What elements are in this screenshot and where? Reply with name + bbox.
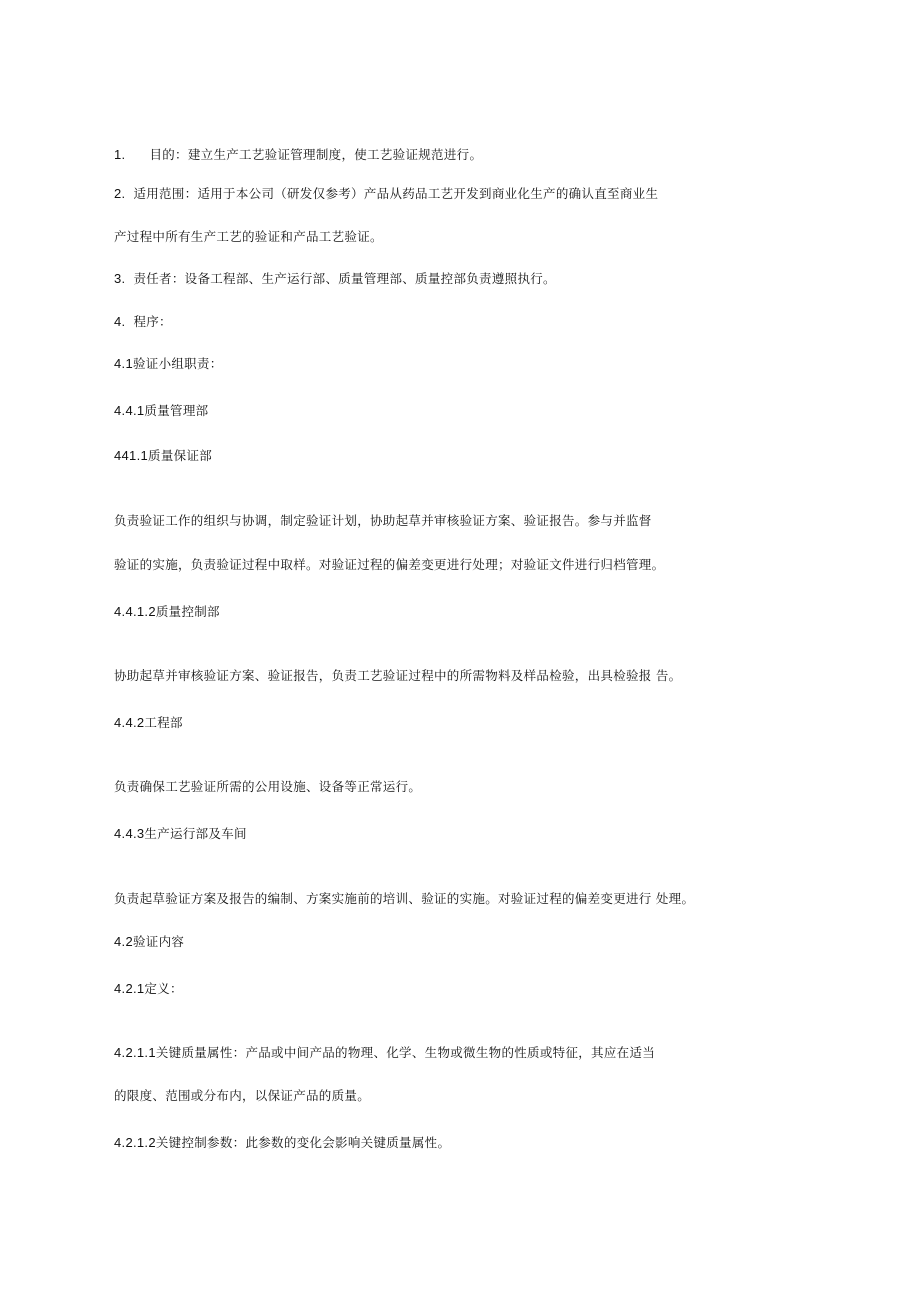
paragraph-text: 的限度、范围或分布内，以保证产品的质量。 bbox=[114, 1088, 371, 1103]
section-text: 程序： bbox=[133, 314, 172, 329]
heading-4-4-1 bbox=[114, 403, 208, 419]
paragraph-line bbox=[114, 229, 383, 245]
paragraph-line bbox=[114, 668, 681, 684]
section-number: 441.1 bbox=[114, 448, 149, 463]
section-number: 4.2.1 bbox=[114, 981, 145, 996]
section-2-scope bbox=[114, 186, 658, 202]
paragraph-text: 产过程中所有生产工艺的验证和产品工艺验证。 bbox=[114, 229, 383, 244]
heading-4-4-1-1 bbox=[114, 448, 212, 464]
section-text: 质量保证部 bbox=[148, 448, 213, 463]
paragraph-text: 负责验证工作的组织与协调，制定验证计划，协助起草并审核验证方案、验证报告。参与并监督 bbox=[114, 513, 652, 528]
section-number: 1. bbox=[114, 147, 126, 162]
paragraph-line bbox=[114, 557, 664, 573]
paragraph-line bbox=[114, 513, 652, 529]
heading-4-4-1-2 bbox=[114, 604, 220, 620]
heading-4-2-1-2 bbox=[114, 1135, 450, 1151]
heading-4-2-1-1 bbox=[114, 1045, 655, 1061]
heading-4-1 bbox=[114, 356, 223, 372]
paragraph-text: 验证的实施，负责验证过程中取样。对验证过程的偏差变更进行处理；对验证文件进行归档管理。 bbox=[114, 557, 665, 572]
paragraph-text: 负责确保工艺验证所需的公用设施、设备等正常运行。 bbox=[114, 779, 422, 794]
paragraph-line bbox=[114, 1088, 370, 1104]
section-number: 4.2.1.1 bbox=[114, 1045, 156, 1060]
section-text: 定义： bbox=[144, 981, 183, 996]
heading-4-4-2 bbox=[114, 715, 183, 731]
section-4-procedure bbox=[114, 314, 172, 330]
section-number: 4.2.1.2 bbox=[114, 1135, 156, 1150]
section-text: 关键控制参数：此参数的变化会影响关键质量属性。 bbox=[155, 1135, 451, 1150]
section-number: 4.4.3 bbox=[114, 826, 145, 841]
section-3-responsibility bbox=[114, 271, 556, 287]
heading-4-2 bbox=[114, 934, 184, 950]
section-number: 4. bbox=[114, 314, 126, 329]
paragraph-text: 协助起草并审核验证方案、验证报告，负责工艺验证过程中的所需物料及样品检验，出具检验报 告。 bbox=[114, 668, 682, 683]
paragraph-line bbox=[114, 891, 694, 907]
section-number: 3. bbox=[114, 271, 126, 286]
section-number: 4.4.1.2 bbox=[114, 604, 156, 619]
section-text: 验证小组职责： bbox=[132, 356, 223, 371]
section-number: 2. bbox=[114, 186, 126, 201]
section-number: 4.4.2 bbox=[114, 715, 145, 730]
section-1-purpose bbox=[114, 147, 482, 163]
section-number: 4.2 bbox=[114, 934, 133, 949]
section-text: 适用范围：适用于本公司（研发仅参考）产品从药品工艺开发到商业化生产的确认直至商业生 bbox=[133, 186, 659, 201]
section-text: 质量控制部 bbox=[155, 604, 220, 619]
heading-4-2-1 bbox=[114, 981, 183, 997]
section-text: 责任者：设备工程部、生产运行部、质量管理部、质量控部负责遵照执行。 bbox=[133, 271, 556, 286]
section-text: 验证内容 bbox=[132, 934, 185, 949]
paragraph-line bbox=[114, 779, 421, 795]
section-number: 4.1 bbox=[114, 356, 133, 371]
heading-4-4-3 bbox=[114, 826, 247, 842]
section-number: 4.4.1 bbox=[114, 403, 145, 418]
section-text: 质量管理部 bbox=[144, 403, 209, 418]
paragraph-text: 负责起草验证方案及报告的编制、方案实施前的培训、验证的实施。对验证过程的偏差变更进行 处理。 bbox=[114, 891, 695, 906]
section-text: 关键质量属性：产品或中间产品的物理、化学、生物或微生物的性质或特征，其应在适当 bbox=[155, 1045, 656, 1060]
section-text: 生产运行部及车间 bbox=[144, 826, 247, 841]
section-text: 目的：建立生产工艺验证管理制度，使工艺验证规范进行。 bbox=[149, 147, 483, 162]
section-text: 工程部 bbox=[144, 715, 183, 730]
